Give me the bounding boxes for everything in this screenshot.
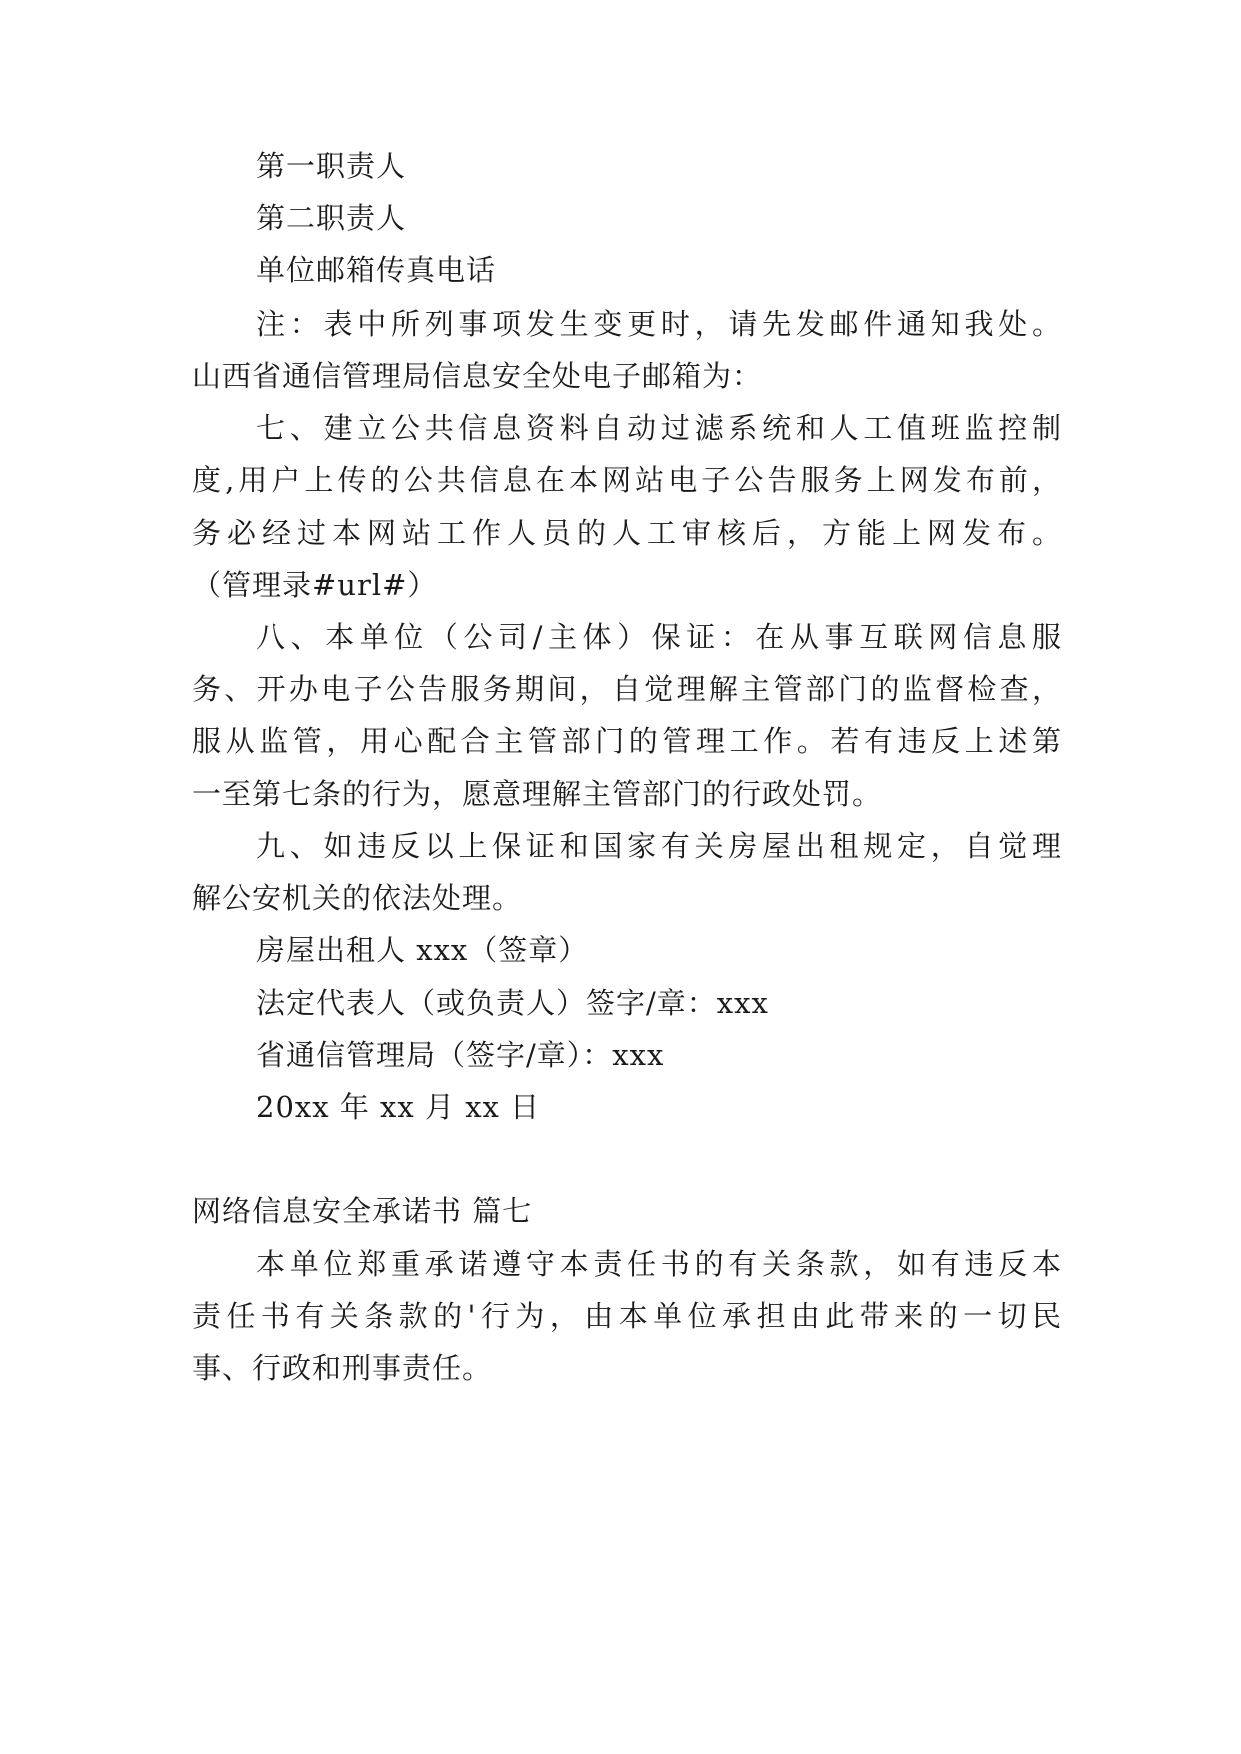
text-line: （管理录#url#） (192, 568, 438, 602)
text-line: 一至第七条的行为，愿意理解主管部门的行政处罚。 (192, 777, 883, 811)
text-line: 责任书有关条款的'行为，由本单位承担由此带来的一切民 (192, 1299, 1062, 1333)
text-line: 省通信管理局（签字/章）：xxx (256, 1038, 665, 1072)
text-line: 务、开办电子公告服务期间，自觉理解主管部门的监督检查， (192, 672, 1062, 706)
text-line: 事、行政和刑事责任。 (192, 1351, 493, 1385)
text-line: 20xx 年 xx 月 xx 日 (256, 1090, 541, 1124)
text-line: 山西省通信管理局信息安全处电子邮箱为： (192, 359, 763, 393)
text-line: 七、建立公共信息资料自动过滤系统和人工值班监控制 (256, 411, 1062, 445)
text-line: 第一职责人 (256, 149, 407, 183)
text-line: 务必经过本网站工作人员的人工审核后，方能上网发布。 (192, 516, 1062, 550)
text-line: 度,用户上传的公共信息在本网站电子公告服务上网发布前， (192, 463, 1062, 497)
text-line: 单位邮箱传真电话 (256, 253, 497, 287)
text-line: 八、本单位（公司/主体）保证：在从事互联网信息服 (256, 620, 1062, 654)
text-line: 第二职责人 (256, 201, 407, 235)
section-heading: 网络信息安全承诺书 篇七 (192, 1194, 533, 1228)
text-line: 本单位郑重承诺遵守本责任书的有关条款，如有违反本 (256, 1247, 1062, 1281)
text-line: 九、如违反以上保证和国家有关房屋出租规定，自觉理 (256, 829, 1062, 863)
text-line: 注：表中所列事项发生变更时，请先发邮件通知我处。 (256, 307, 1062, 341)
text-line: 房屋出租人 xxx（签章） (256, 933, 589, 967)
text-line: 法定代表人（或负责人）签字/章：xxx (256, 986, 769, 1020)
text-line: 服从监管，用心配合主管部门的管理工作。若有违反上述第 (192, 724, 1062, 758)
text-line: 解公安机关的依法处理。 (192, 881, 523, 915)
